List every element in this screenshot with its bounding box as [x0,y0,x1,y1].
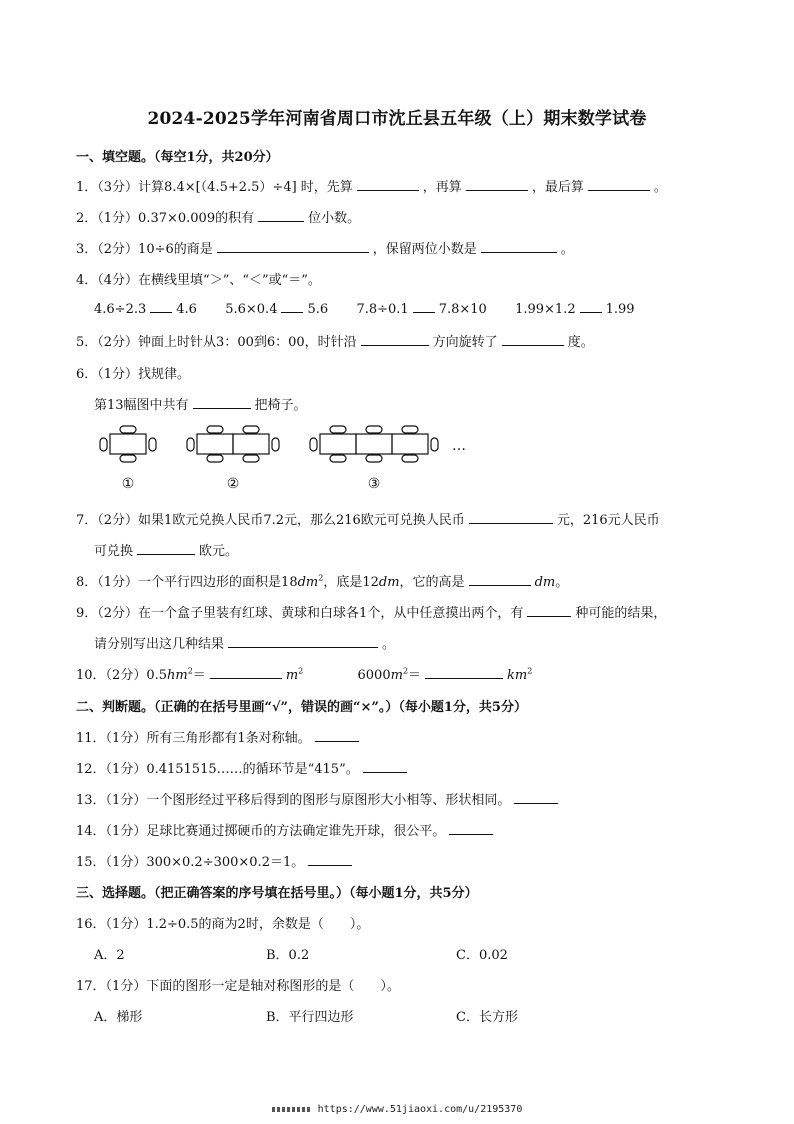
page-footer [0,1104,794,1115]
chair [187,438,194,451]
question-3: 3．（2分）10÷6的商是 ，保留两位小数是 。 [76,242,574,257]
chair [431,438,438,451]
table-3b [356,434,392,454]
figure-label-1: ① [121,476,135,492]
question-10: 10．（2分）$0.5hm^2= m^2$ $6000m^2= km^2$ [76,666,533,683]
chair [366,455,382,462]
question-1: 1．（3分）计算8.4×[（4.5+2.5）÷4] 时，先算 ，再算 ，最后算 。 [76,180,667,195]
q16-option-a: A．2 [94,948,125,963]
chair [100,438,107,451]
figure-label-2: ② [226,476,240,492]
question-12: 12．（1分）0.4151515……的循环节是“415”。 [76,758,411,777]
question-9-cont: 请分别写出这几种结果 。 [94,637,396,652]
chair [243,455,259,462]
figure-label-3: ③ [367,476,381,492]
chair [149,438,156,451]
chair [366,426,382,433]
table-3a [320,434,356,454]
q16-option-c: C．0.02 [456,948,508,963]
question-16: 16．（1分）1.2÷0.5的商为2时，余数是（ ）。 [76,917,370,932]
footer-link[interactable]: https://www.51jiaoxi.com/u/2195370 [317,1104,523,1115]
section-multiple-choice: 三、选择题。（把正确答案的序号填在括号里。）（每小题1分，共5分） [76,886,478,901]
q16-option-b: B．0.2 [266,948,310,963]
chair [310,438,317,451]
question-11: 11．（1分）所有三角形都有1条对称轴。 [76,727,363,746]
chair [120,426,136,433]
chair [207,426,223,433]
chair [330,426,346,433]
ellipsis: … [452,438,466,454]
q17-option-a: A．梯形 [94,1010,143,1025]
question-8: 8．（1分）一个平行四边形的面积是$18dm^2$，底是12dm，它的高是 dm。 [76,573,569,590]
section-fill-in: 一、填空题。（每空1分，共20分） [76,150,279,165]
chair [402,426,418,433]
section-true-false: 二、判断题。（正确的在括号里画“√”，错误的画“×”。）（每小题1分，共5分） [76,700,527,715]
chair [330,455,346,462]
chair [207,455,223,462]
question-6-prompt: 第13幅图中共有 把椅子。 [94,398,307,413]
question-14: 14．（1分）足球比赛通过掷硬币的方法确定谁先开球，很公平。 [76,820,497,839]
table-3c [392,434,428,454]
exam-title: 2024-2025学年河南省周口市沈丘县五年级（上）期末数学试卷 [147,109,647,129]
question-9: 9．（2分）在一个盒子里装有红球、黄球和白球各1个，从中任意摸出两个，有 种可能的结果， [76,606,667,621]
q17-option-c: C．长方形 [456,1010,518,1025]
question-4-items: 4.6÷2.3 4.6 5.6×0.4 5.6 7.8÷0.1 7.8×10 1.99×1.2 1.99 [94,302,635,317]
question-7: 7．（2分）如果1欧元兑换人民币7.2元，那么216欧元可兑换人民币 元，216元人民币 [76,513,660,528]
question-7-cont: 可兑换 欧元。 [94,544,239,559]
question-5: 5．（2分）钟面上时针从3：00到6：00，时针沿 方向旋转了 度。 [76,335,594,350]
chair [243,426,259,433]
chairs-pattern-figure [94,420,494,496]
chair [120,455,136,462]
table-2b [233,434,269,454]
question-15: 15．（1分）300×0.2÷300×0.2＝1。 [76,851,356,870]
watermark-stamp [272,1107,312,1112]
table-2a [197,434,233,454]
table-1 [110,434,146,454]
chair [402,455,418,462]
question-2: 2．（1分）0.37×0.009的积有 位小数。 [76,211,361,226]
question-17: 17．（1分）下面的图形一定是轴对称图形的是（ ）。 [76,979,400,994]
question-13: 13．（1分）一个图形经过平移后得到的图形与原图形大小相等、形状相同。 [76,789,562,808]
question-6: 6．（1分）找规律。 [76,367,191,382]
q17-option-b: B．平行四边形 [266,1010,354,1025]
chair [272,438,279,451]
question-4: 4．（4分）在横线里填“＞”、“＜”或“＝”。 [76,273,321,288]
